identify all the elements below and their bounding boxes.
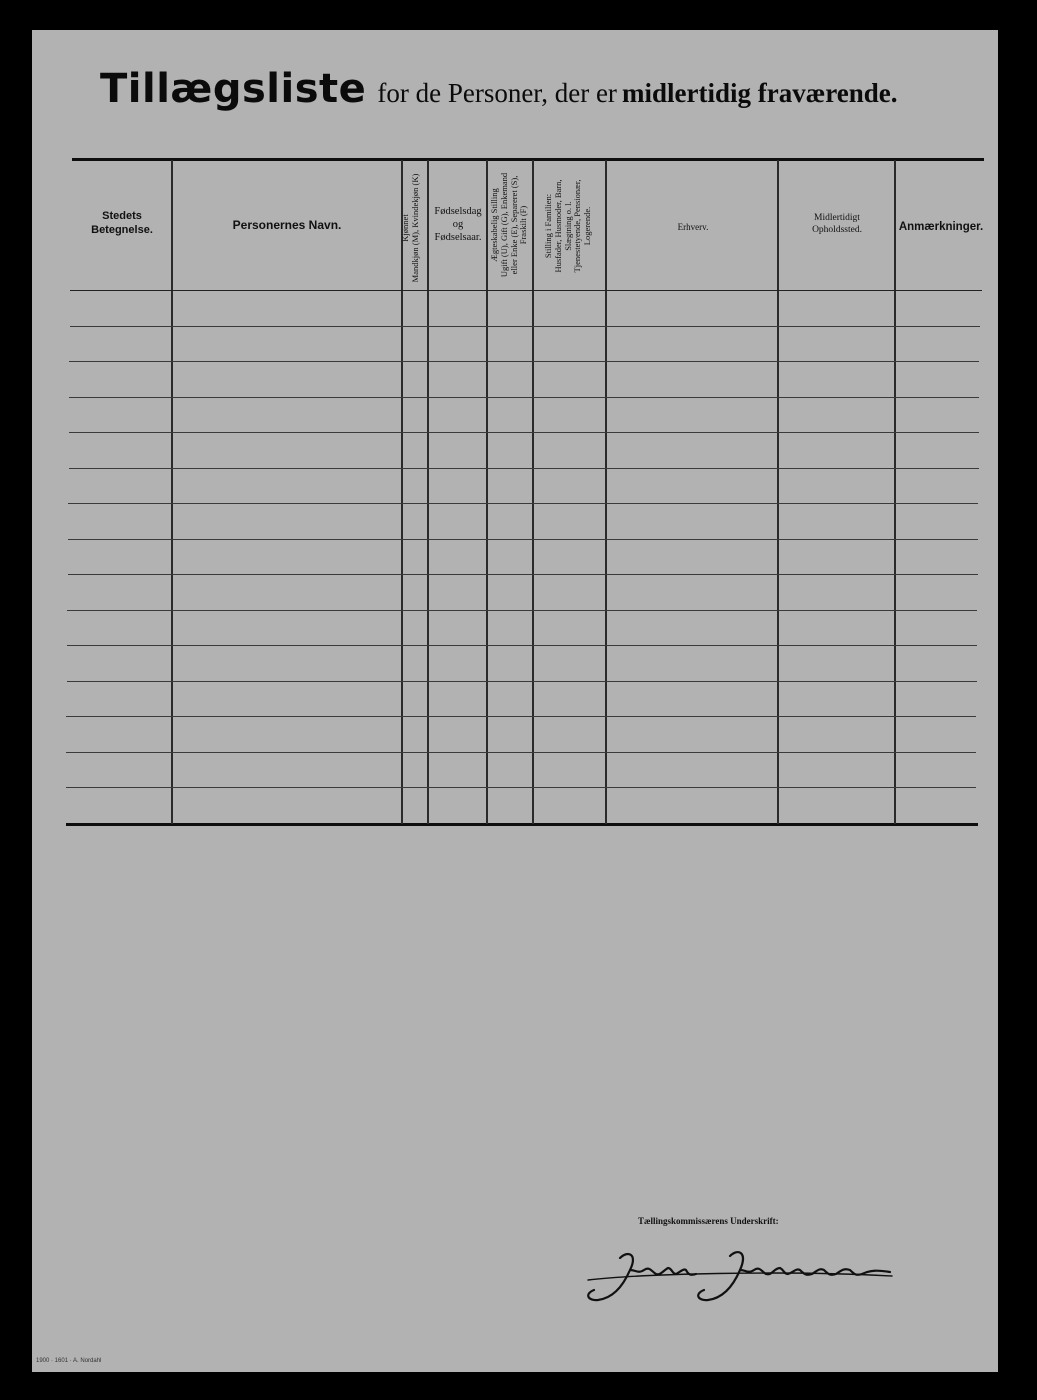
table-row-line — [69, 432, 979, 433]
table-row-line — [69, 468, 979, 469]
table-top-rule — [72, 158, 984, 161]
table-row-line — [68, 574, 978, 575]
table-row-line — [70, 326, 980, 327]
column-divider — [605, 160, 607, 824]
print-stamp: 1900 · 1601 · A. Nordahl — [36, 1358, 102, 1364]
header-navn: Personernes Navn. — [232, 218, 342, 232]
table-row-line — [67, 645, 977, 646]
column-divider — [171, 160, 173, 824]
column-divider — [427, 160, 429, 824]
table-row-line — [69, 397, 979, 398]
table-row-line — [67, 610, 977, 611]
signature-caption: Tællingskommissærens Underskrift: — [638, 1216, 779, 1226]
column-divider — [777, 160, 779, 824]
table-row-line — [67, 681, 977, 682]
table-row-line — [66, 752, 976, 753]
title-main: Tillægsliste — [100, 66, 367, 112]
header-bottom-line — [70, 290, 982, 291]
title-part1: for de Personer, der er — [377, 78, 617, 108]
header-erhverv: Erhverv. — [677, 222, 709, 232]
table-bottom-rule — [66, 823, 978, 826]
header-fodsel: Fødselsdag og Fødselsaar. — [434, 206, 482, 244]
header-anm: Anmærkninger. — [898, 221, 984, 233]
column-divider — [894, 160, 896, 824]
column-divider — [532, 160, 534, 824]
header-aegteskab: Ægteskabelig Stilling Ugift (U), Gift (G), Enkemand eller Enke (E), Separeret (S), Fraskilt (F) — [489, 172, 529, 278]
header-stedets: Stedets Betegnelse. — [91, 210, 153, 236]
handwritten-signature-icon — [580, 1240, 900, 1310]
table-row-line — [66, 787, 976, 788]
signature — [580, 1240, 900, 1314]
header-stilling: Stilling i Familien: Husfader, Husmoder, Barn, Slægtning o. l. Tjenestetyende, Pensionær, Logerende. — [543, 179, 593, 273]
header-kjonnet: Kjønnet Mandkjøn (M), Kvindekjøn (K) — [400, 173, 420, 283]
header-ophold: Midlertidigt Opholdssted. — [812, 213, 862, 235]
table-row-line — [66, 716, 976, 717]
table-row-line — [69, 361, 979, 362]
table-row-line — [68, 539, 978, 540]
table-row-line — [68, 503, 978, 504]
title-bold: midlertidig fraværende. — [622, 78, 898, 108]
column-divider — [486, 160, 488, 824]
form-title — [100, 66, 897, 112]
